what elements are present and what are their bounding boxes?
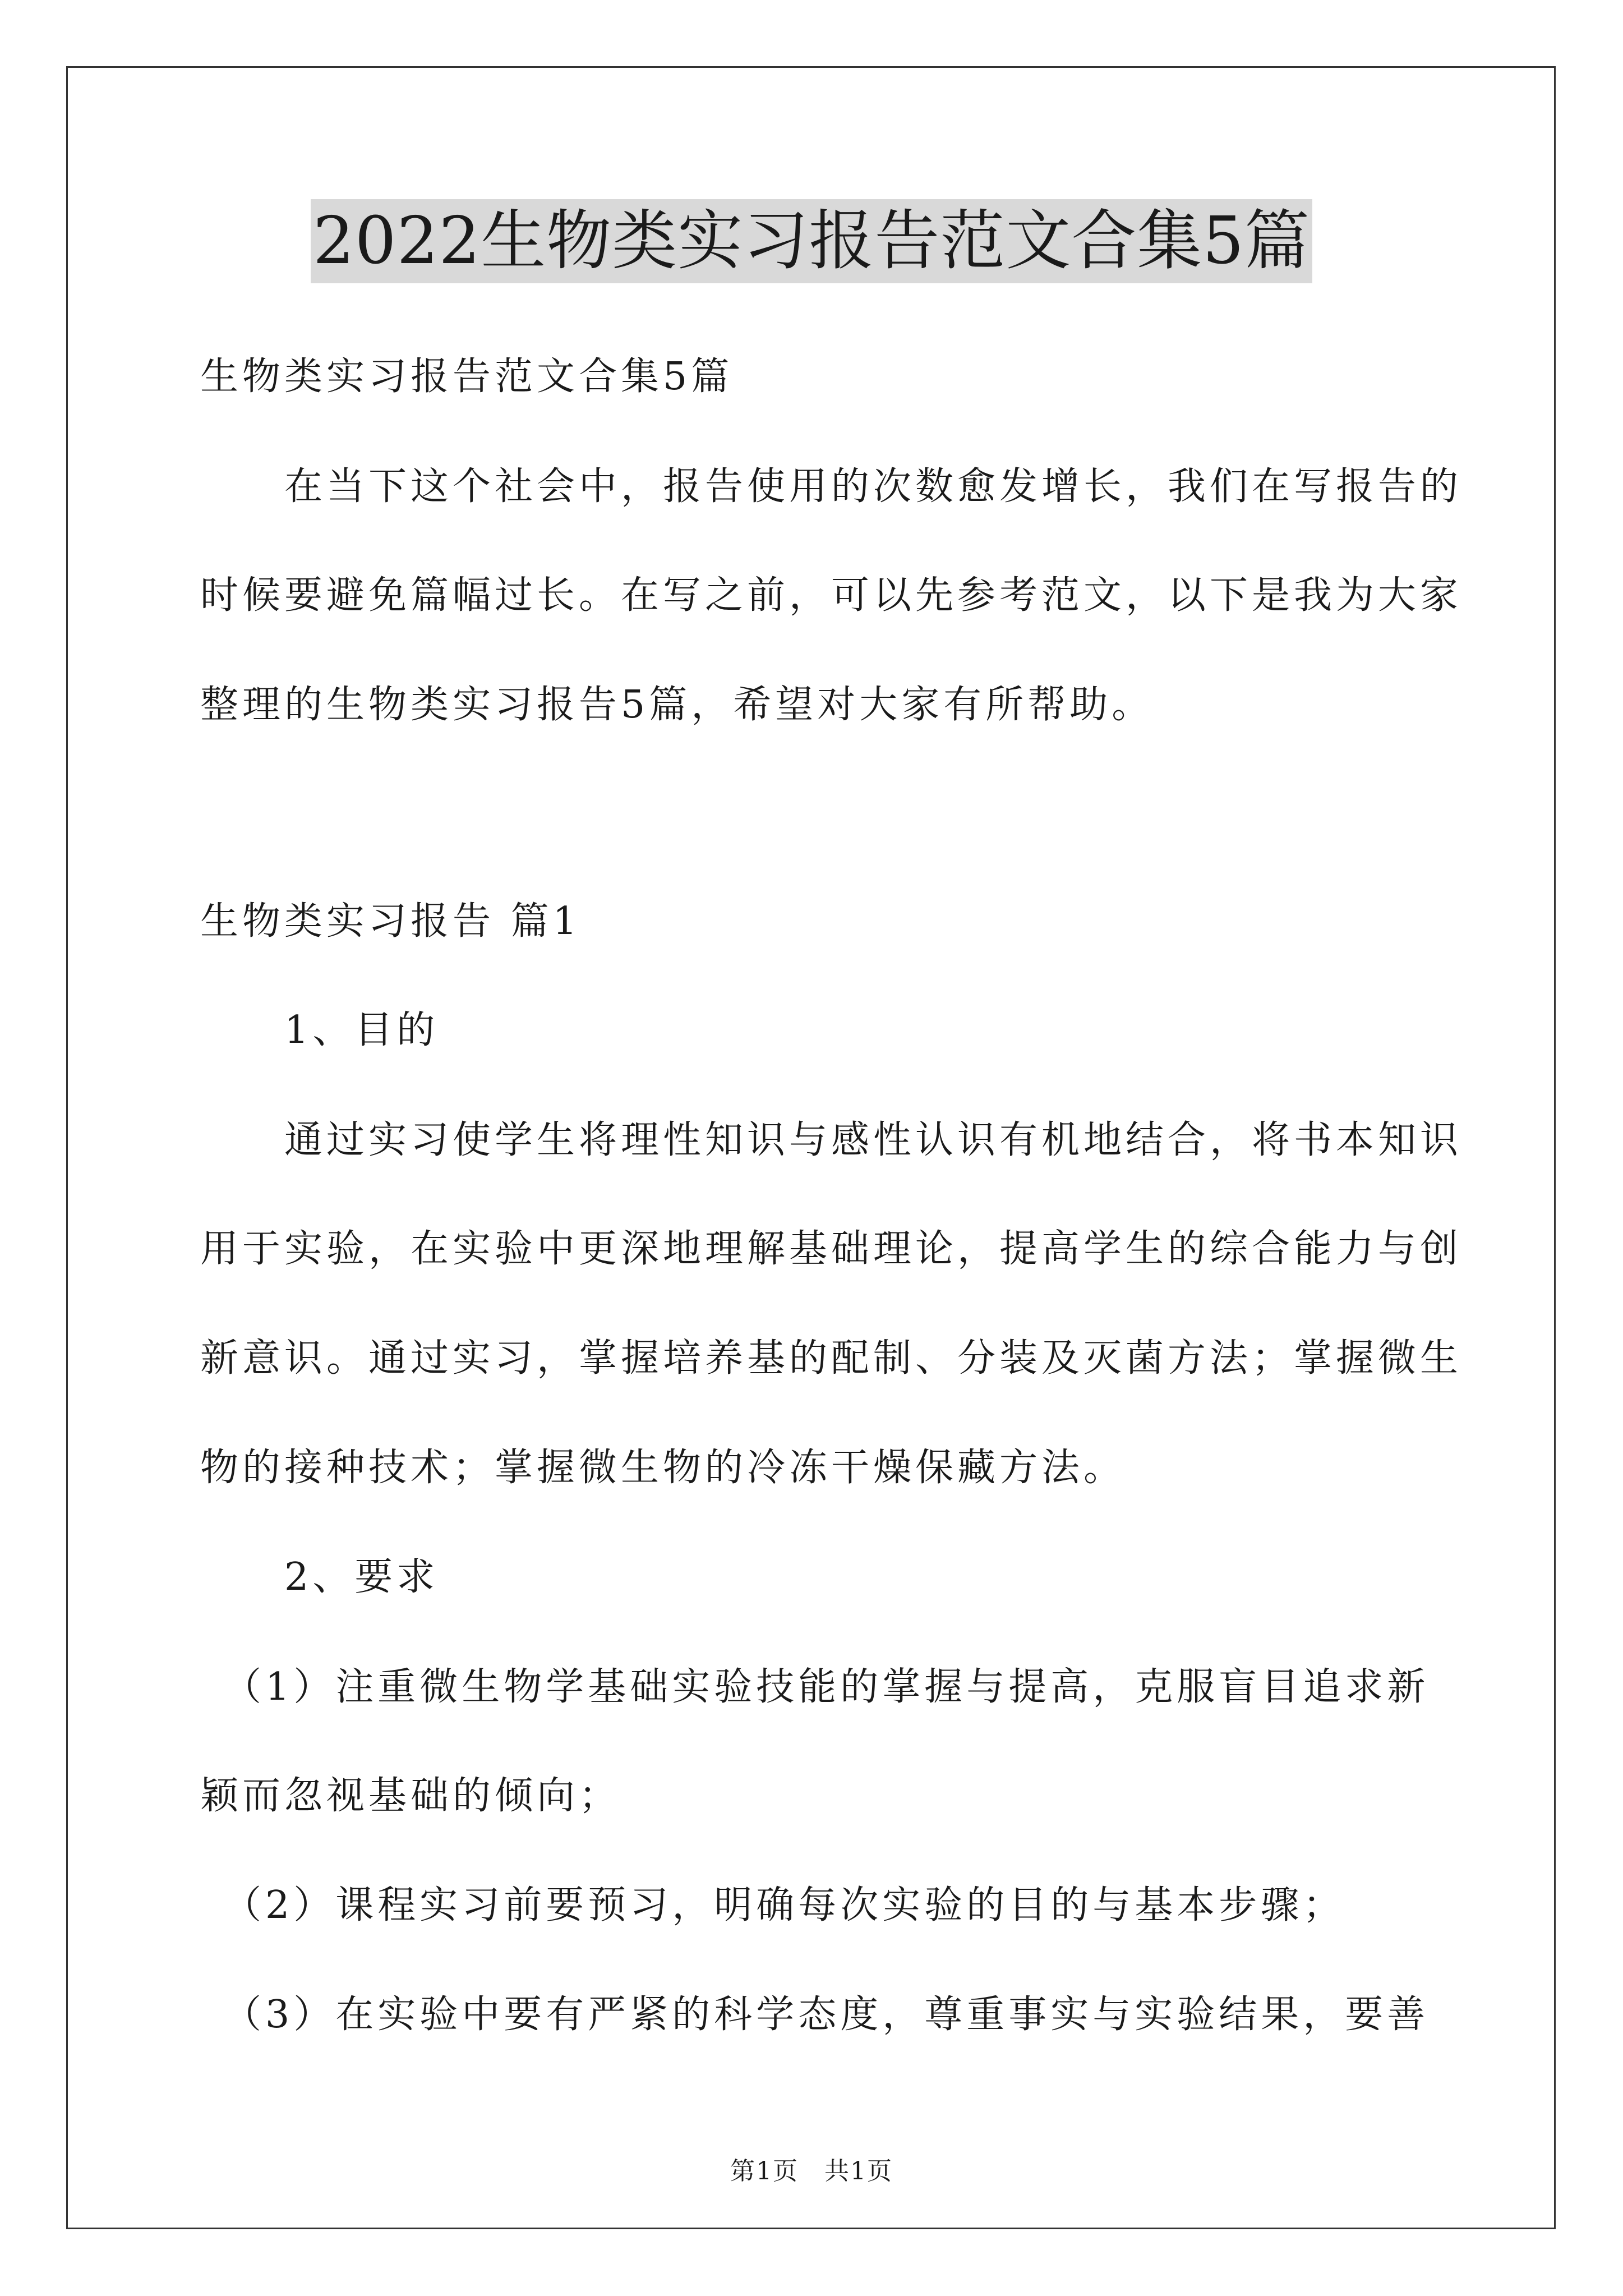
title-container — [0, 199, 1623, 283]
paragraph-line: 在当下这个社会中，报告使用的次数愈发增长，我们在写报告的 — [200, 464, 1463, 509]
paragraph-line: 物的接种技术；掌握微生物的冷冻干燥保藏方法。 — [200, 1446, 1126, 1490]
paragraph-line: （3）在实验中要有严紧的科学态度，尊重事实与实验结果，要善 — [200, 1993, 1430, 2037]
document-title: 2022生物类实习报告范文合集5篇 — [311, 199, 1312, 283]
paragraph-line: 用于实验，在实验中更深地理解基础理论，提高学生的综合能力与创 — [200, 1227, 1463, 1271]
paragraph-line: 1、目的 — [200, 1008, 439, 1052]
paragraph-line: 新意识。通过实习，掌握培养基的配制、分装及灭菌方法；掌握微生 — [200, 1336, 1463, 1381]
subtitle-line: 生物类实习报告范文合集5篇 — [200, 355, 734, 399]
paragraph-line: 通过实习使学生将理性知识与感性认识有机地结合，将书本知识 — [200, 1118, 1463, 1162]
paragraph-line: （1）注重微生物学基础实验技能的掌握与提高，克服盲目追求新 — [200, 1665, 1430, 1709]
paragraph-line: 时候要避免篇幅过长。在写之前，可以先参考范文，以下是我为大家 — [200, 573, 1463, 618]
section-heading: 生物类实习报告 篇1 — [200, 899, 581, 944]
paragraph-line: （2）课程实习前要预习，明确每次实验的目的与基本步骤； — [200, 1883, 1345, 1927]
page-number-footer: 第1页 共1页 — [730, 2157, 893, 2185]
paragraph-line: 2、要求 — [200, 1555, 439, 1599]
paragraph-line: 整理的生物类实习报告5篇，希望对大家有所帮助。 — [200, 683, 1154, 727]
paragraph-line: 颖而忽视基础的倾向； — [200, 1774, 621, 1818]
